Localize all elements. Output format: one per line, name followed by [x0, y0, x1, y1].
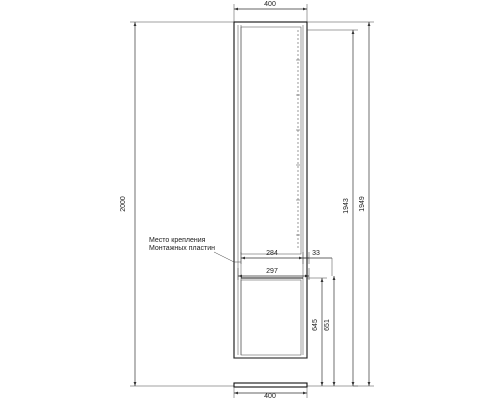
label-height-651: 651: [324, 319, 331, 331]
dimension-height-1943: [307, 30, 358, 386]
dimension-total-height: [120, 22, 234, 386]
dimension-height-651: [324, 258, 335, 386]
mount-note: [149, 237, 241, 262]
label-width-297: 297: [266, 268, 278, 275]
label-offset-33: 33: [312, 250, 320, 257]
mount-note-line1: Место крепления: [149, 237, 206, 244]
bottom-plinth: [234, 383, 307, 387]
label-height-1949: 1949: [359, 196, 366, 212]
dimension-height-645: [307, 278, 327, 386]
label-width-284: 284: [266, 250, 278, 257]
dimension-top-width: [234, 1, 307, 22]
dimension-width-284: [241, 250, 309, 264]
label-height-1943: 1943: [343, 198, 350, 214]
dimension-bottom-width: [234, 387, 307, 400]
label-top-width: 400: [264, 1, 276, 8]
label-total-height: 2000: [120, 196, 127, 212]
label-bottom-width: 400: [264, 393, 276, 400]
mount-leader-line: [214, 252, 241, 262]
label-height-645: 645: [312, 319, 319, 331]
mount-note-line2: Монтажных пластин: [149, 245, 215, 252]
cabinet-body: [234, 22, 307, 358]
